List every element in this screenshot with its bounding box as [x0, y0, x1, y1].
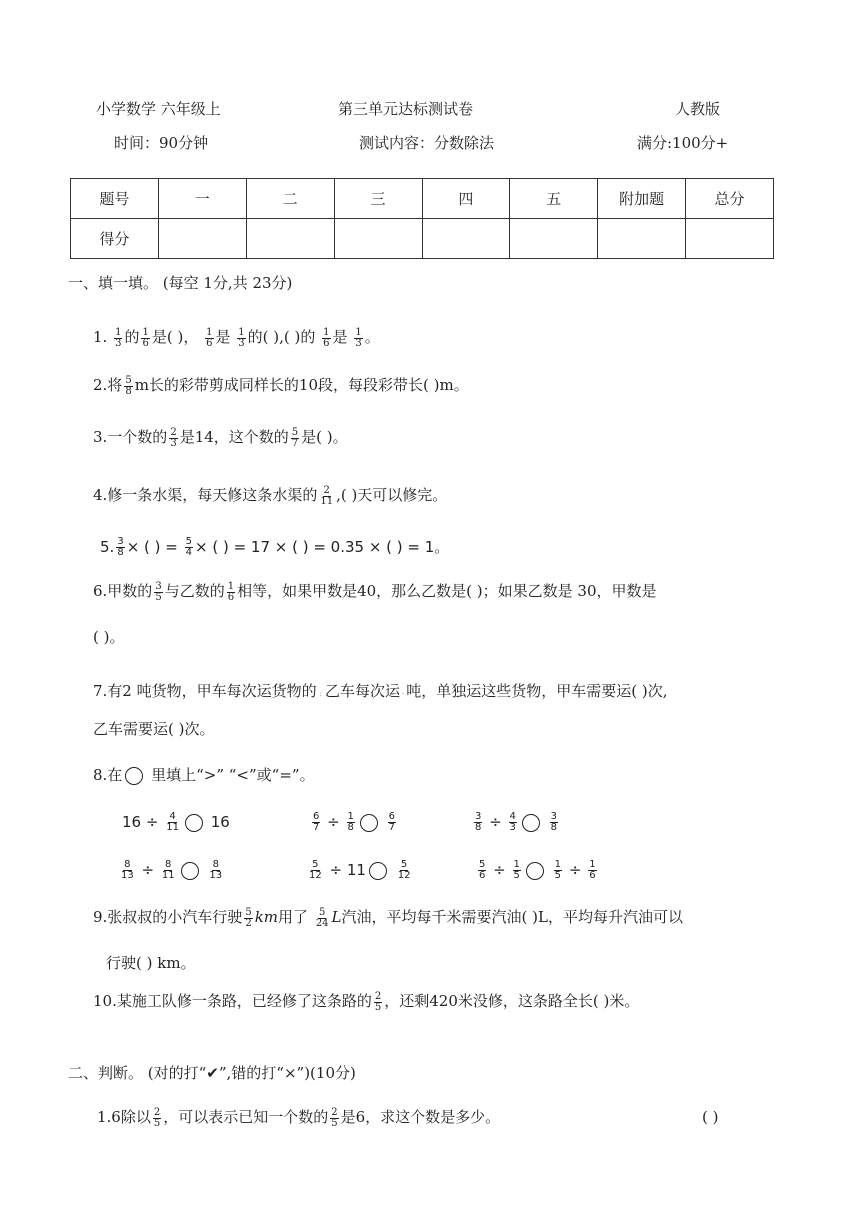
q-text: 里填上“>” “<”或“=”。	[146, 766, 315, 784]
q-text: ，可以表示已知一个数的	[163, 1108, 329, 1126]
q-text: 是14，这个数的	[179, 428, 289, 446]
compare-circle[interactable]	[181, 862, 199, 880]
score-table	[70, 178, 774, 259]
full-score-label: 满分:100分+	[637, 134, 729, 152]
q-text: 4.修一条水渠，每天修这条水渠的	[93, 486, 318, 504]
compare-item-5: $\frac{5}{12}$ ÷ 11 $\frac{5}{12}$	[309, 859, 411, 881]
question-1-7: 7.有2 吨货物，甲车每次运货物的 : 乙车每次运 · 吨，单独运这些货物，甲车需要运( )次,	[93, 682, 668, 700]
question-1-8	[93, 764, 315, 785]
q-text: 7.有2 吨货物，甲车每次运货物的	[93, 682, 317, 700]
unit-km: km	[254, 908, 279, 926]
question-1-9	[93, 906, 683, 929]
fraction: $\frac{2}{3}$	[170, 426, 177, 449]
q-text: 是6，求这个数是多少。	[340, 1108, 501, 1126]
q-text: ,( )天可以修完。	[336, 486, 448, 504]
table-cell: 得分	[71, 219, 159, 259]
compare-item-1: 16 ÷ $\frac{4}{11}$ 16	[122, 811, 230, 833]
compare-item-2: $\frac{6}{7}$ ÷ $\frac{1}{8}$ $\frac{6}{7}$	[313, 811, 396, 833]
unit-l: L	[331, 908, 342, 926]
fraction: $\frac{3}{8}$	[117, 536, 124, 558]
q-text: 1.6除以	[97, 1108, 151, 1126]
table-cell: 附加题	[598, 179, 686, 219]
edition-label: 人教版	[675, 100, 721, 118]
fraction: $\frac{1}{6}$	[142, 326, 149, 349]
question-1-1	[93, 326, 380, 349]
compare-circle[interactable]	[526, 862, 544, 880]
q-text: 是	[215, 328, 231, 346]
compare-item-6: $\frac{5}{6}$ ÷ $\frac{1}{5}$ $\frac{1}{5}$ ÷ $\frac{1}{6}$	[479, 859, 596, 881]
fraction: $\frac{5}{8}$	[125, 374, 132, 397]
compare-circle[interactable]	[185, 814, 203, 832]
question-1-6	[93, 580, 657, 603]
q-text: 是( )。	[301, 428, 348, 446]
question-1-4	[93, 484, 447, 507]
fraction: $\frac{2}{11}$	[320, 484, 334, 507]
fraction: $\frac{5}{2}$	[245, 906, 252, 929]
table-cell: 四	[422, 179, 510, 219]
score-table-header-row	[71, 179, 774, 219]
q-text: 9.张叔叔的小汽车行驶	[93, 908, 243, 926]
fraction: $\frac{1}{3}$	[238, 326, 245, 349]
table-cell: 一	[158, 179, 246, 219]
question-1-6-cont: ( )。	[93, 628, 125, 646]
subject-label: 小学数学 六年级上	[96, 100, 221, 118]
fraction: $\frac{3}{5}$	[155, 580, 162, 603]
compare-item-4: $\frac{8}{13}$ ÷ $\frac{8}{11}$ $\frac{8}{13}$	[121, 859, 223, 881]
section-2-title: 二、判断。 (对的打“✔”,错的打“×”)(10分)	[68, 1064, 356, 1082]
compare-circle[interactable]	[369, 862, 387, 880]
q-text: 的( ),( )的	[247, 328, 316, 346]
q-text: 汽油，平均每千米需要汽油( )L，平均每升汽油可以	[341, 908, 683, 926]
q-text: 3.一个数的	[93, 428, 168, 446]
q-text: 相等，如果甲数是40，那么乙数是( )；如果乙数是 30，甲数是	[237, 582, 657, 600]
section-1-title: 一、填一填。 (每空 1分,共 23分)	[68, 274, 293, 292]
content-label: 测试内容：分数除法	[359, 134, 495, 152]
q-text: 6.甲数的	[93, 582, 153, 600]
answer-bracket[interactable]: ( )	[702, 1108, 719, 1126]
compare-circle[interactable]	[522, 814, 540, 832]
fraction: $\frac{1}{6}$	[227, 580, 235, 603]
q-text: 8.在	[93, 766, 123, 784]
question-1-9-cont: 行驶( ) km。	[106, 954, 196, 972]
compare-circle[interactable]	[360, 814, 378, 832]
circle-icon	[125, 767, 143, 785]
question-1-5	[100, 536, 449, 558]
table-cell: 五	[510, 179, 598, 219]
q-text: 。	[364, 328, 380, 346]
q-text: 吨，单独运这些货物，甲车需要运( )次,	[406, 682, 668, 700]
fraction: $\frac{1}{3}$	[115, 326, 122, 349]
q-text: 10.某施工队修一条路，已经修了这条路的	[93, 992, 372, 1010]
score-cell[interactable]	[334, 219, 422, 259]
fraction: $\frac{2}{5}$	[374, 990, 382, 1013]
q-text: 与乙数的	[164, 582, 225, 600]
fraction: $\frac{5}{24}$	[315, 906, 329, 929]
score-table-score-row	[71, 219, 774, 259]
time-label: 时间：90分钟	[114, 134, 209, 152]
q-number: 1.	[93, 328, 108, 346]
table-cell: 总分	[686, 179, 774, 219]
score-cell[interactable]	[686, 219, 774, 259]
q-text: 的	[124, 328, 140, 346]
fraction: $\frac{1}{3}$	[355, 326, 362, 349]
fraction: $\frac{5}{7}$	[291, 426, 299, 449]
q-text: ，还剩420米没修，这条路全长( )米。	[384, 992, 640, 1010]
question-1-7-cont: 乙车需要运( )次。	[93, 720, 215, 738]
score-cell[interactable]	[422, 219, 510, 259]
table-cell: 二	[246, 179, 334, 219]
fraction: $\frac{2}{5}$	[331, 1106, 338, 1129]
question-1-2	[93, 374, 469, 397]
table-cell: 题号	[71, 179, 159, 219]
table-cell: 三	[334, 179, 422, 219]
q-text: 乙车每次运	[324, 682, 400, 700]
fraction: $\frac{1}{6}$	[323, 326, 330, 349]
q-text: m长的彩带剪成同样长的10段，每段彩带长( )m。	[134, 376, 469, 394]
question-1-10	[93, 990, 639, 1013]
q-text: 用了	[278, 908, 309, 926]
q-text: × ( ) = 17 × ( ) = 0.35 × ( ) = 1。	[195, 538, 450, 556]
compare-item-3: $\frac{3}{8}$ ÷ $\frac{4}{3}$ $\frac{3}{8}$	[475, 811, 558, 833]
fraction: $\frac{2}{5}$	[153, 1106, 161, 1129]
exam-title: 第三单元达标测试卷	[338, 100, 474, 118]
question-1-3	[93, 426, 348, 449]
score-cell[interactable]	[598, 219, 686, 259]
q-text: 是	[332, 328, 348, 346]
q-text: 是( )，	[151, 328, 199, 346]
fraction: $\frac{1}{6}$	[206, 326, 213, 349]
q-text: × ( ) =	[126, 538, 178, 556]
score-cell[interactable]	[510, 219, 598, 259]
score-cell[interactable]	[246, 219, 334, 259]
fraction: $\frac{5}{4}$	[185, 536, 192, 558]
q-text: 2.将	[93, 376, 123, 394]
q-number: 5.	[100, 538, 115, 556]
score-cell[interactable]	[158, 219, 246, 259]
judge-question-1	[97, 1106, 500, 1129]
